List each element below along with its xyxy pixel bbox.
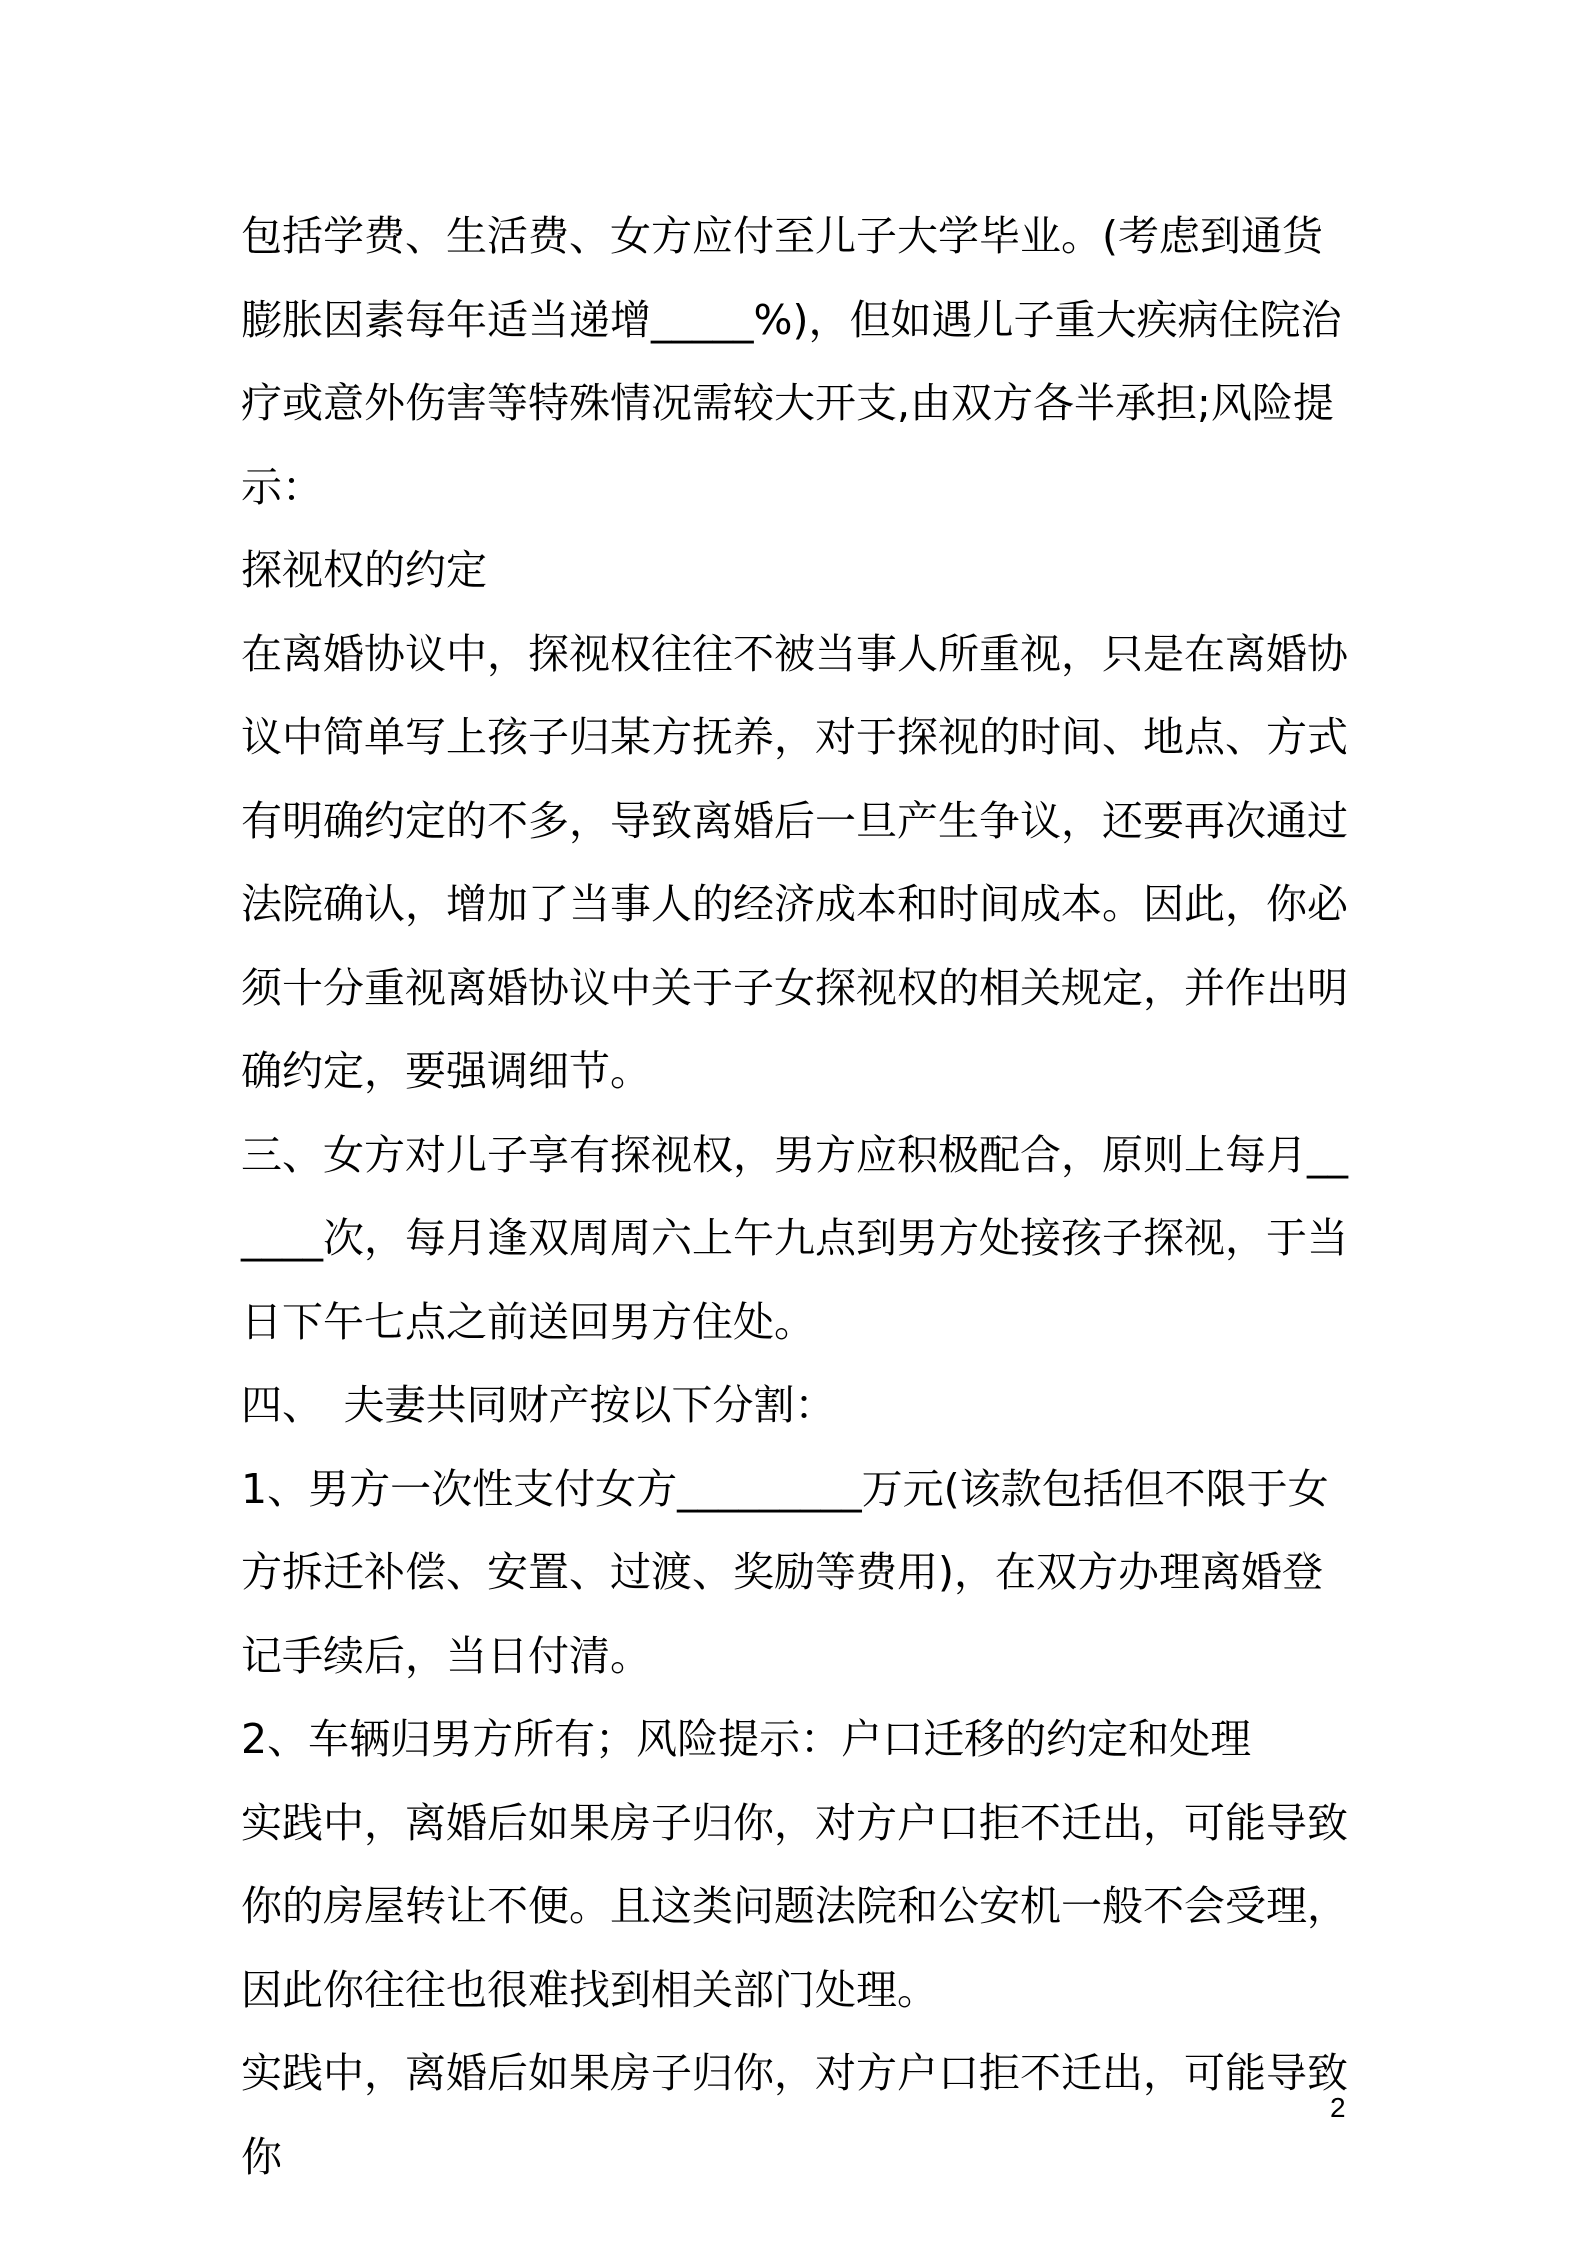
paragraph-child-expenses: 包括学费、生活费、女方应付至儿子大学毕业。(考虑到通货膨胀因素每年适当递增_____%)，但如遇儿子重大疾病住院治疗或意外伤害等特殊情况需较大开支,由双方各半承担;风险提示： — [241, 212, 1342, 511]
item-two-vehicle: 2、车辆归男方所有；风险提示：户口迁移的约定和处理 — [241, 1715, 1252, 1763]
paragraph-household-registration-repeat: 实践中，离婚后如果房子归你，对方户口拒不迁出，可能导致你 — [241, 2049, 1348, 2181]
clause-four-property-division: 四、 夫妻共同财产按以下分割： — [241, 1381, 836, 1429]
paragraph-visitation-explanation: 在离婚协议中，探视权往往不被当事人所重视，只是在离婚协议中简单写上孩子归某方抚养，对于探视的时间、地点、方式有明确约定的不多，导致离婚后一旦产生争议，还要再次通过法院确认，增加了当事人的经济成本和时间成本。因此，你必须十分重视离婚协议中关于子女探视权的相关规定，并作出明确约定，要强调细节。 — [241, 629, 1348, 1095]
heading-visitation-rights: 探视权的约定 — [241, 546, 487, 594]
document-body — [241, 195, 1361, 2199]
clause-three-visitation: 三、女方对儿子享有探视权，男方应积极配合，原则上每月______次，每月逢双周周六上午九点到男方处接孩子探视，于当日下午七点之前送回男方住处。 — [241, 1130, 1348, 1346]
page-number: 2 — [1330, 2092, 1346, 2123]
paragraph-household-registration: 实践中，离婚后如果房子归你，对方户口拒不迁出，可能导致你的房屋转让不便。且这类问题法院和公安机一般不会受理，因此你往往也很难找到相关部门处理。 — [241, 1798, 1348, 2014]
item-one-payment: 1、男方一次性支付女方_________万元(该款包括但不限于女方拆迁补偿、安置、过渡、奖励等费用)，在双方办理离婚登记手续后，当日付清。 — [241, 1464, 1329, 1680]
